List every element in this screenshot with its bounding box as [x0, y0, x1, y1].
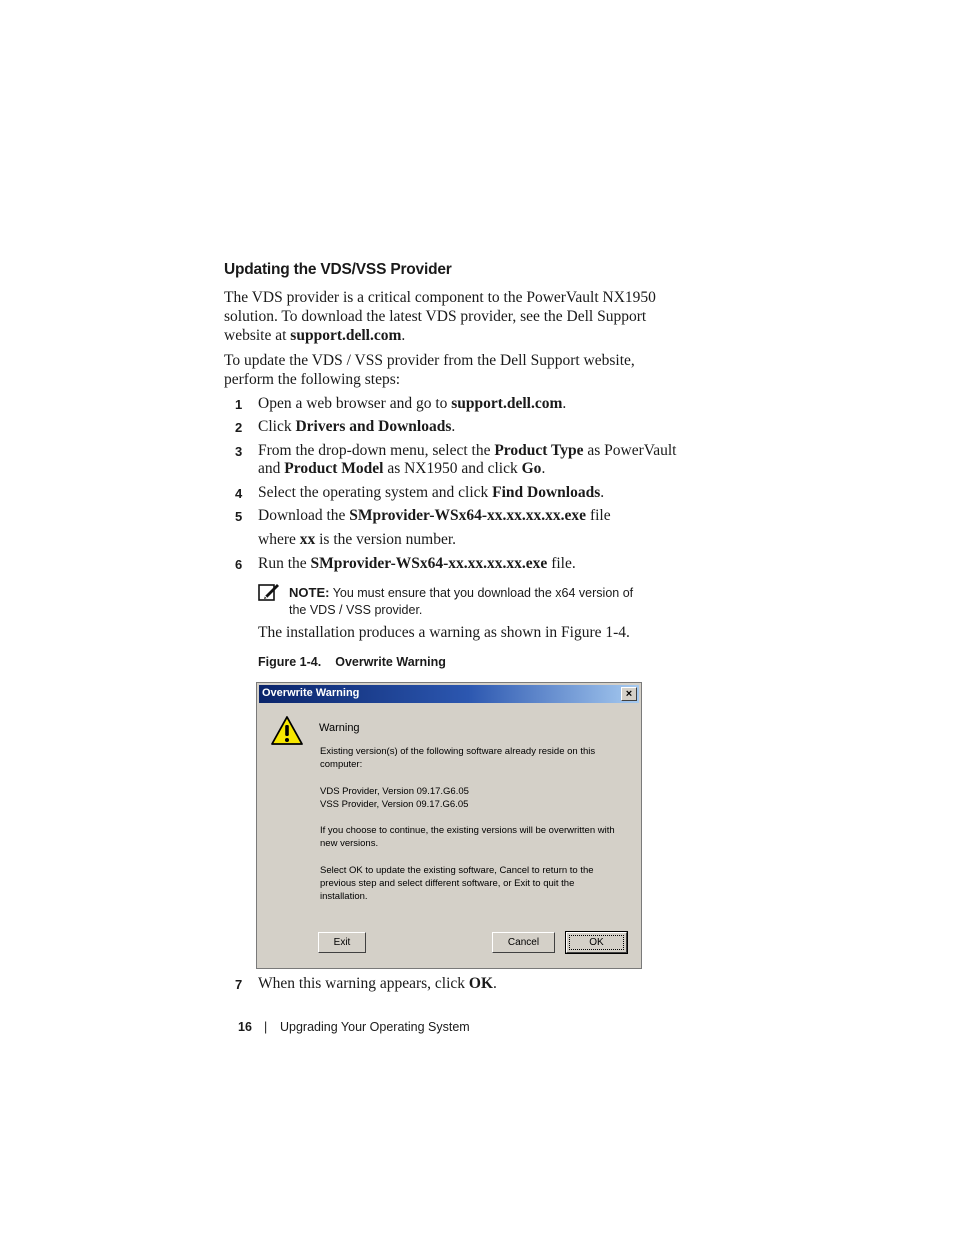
cancel-button[interactable]: Cancel	[492, 932, 555, 953]
pencil-note-icon	[258, 582, 280, 602]
figure-caption: Figure 1-4. Overwrite Warning	[258, 655, 446, 669]
dialog-text-vss: VSS Provider, Version 09.17.G6.05	[320, 799, 469, 810]
section-heading: Updating the VDS/VSS Provider	[224, 261, 452, 278]
exit-button[interactable]: Exit	[318, 932, 366, 953]
note-text: NOTE: You must ensure that you download the x64 version of the VDS / VSS provider.	[289, 585, 634, 617]
footer-separator: |	[264, 1020, 268, 1034]
close-icon[interactable]: ×	[621, 687, 637, 701]
dialog-heading: Warning	[319, 722, 360, 734]
warning-triangle-icon	[270, 715, 304, 747]
overwrite-warning-dialog	[256, 682, 642, 969]
steps-intro: To update the VDS / VSS provider from the Dell Support website, perform the following steps:	[224, 352, 635, 388]
dialog-text-overwrite: If you choose to continue, the existing versions will be overwritten with new versions.	[320, 825, 615, 849]
intro-paragraph: The VDS provider is a critical component to the PowerVault NX1950 solution. To download the latest VDS provider, see the Dell Support website at support.dell.com.	[224, 289, 656, 344]
dialog-text-vds: VDS Provider, Version 09.17.G6.05	[320, 786, 469, 797]
dialog-text-existing: Existing version(s) of the following software already reside on this computer:	[320, 746, 596, 770]
support-link: support.dell.com	[290, 327, 402, 344]
footer-chapter: Upgrading Your Operating System	[280, 1020, 470, 1034]
dialog-title: Overwrite Warning	[262, 687, 360, 699]
ok-button[interactable]: OK	[566, 932, 627, 953]
dialog-text-instructions: Select OK to update the existing software, Cancel to return to the previous step and select different software, or Exit to quit the installation.	[320, 865, 594, 902]
page-number: 16	[238, 1020, 252, 1034]
dialog-titlebar[interactable]	[259, 685, 639, 703]
